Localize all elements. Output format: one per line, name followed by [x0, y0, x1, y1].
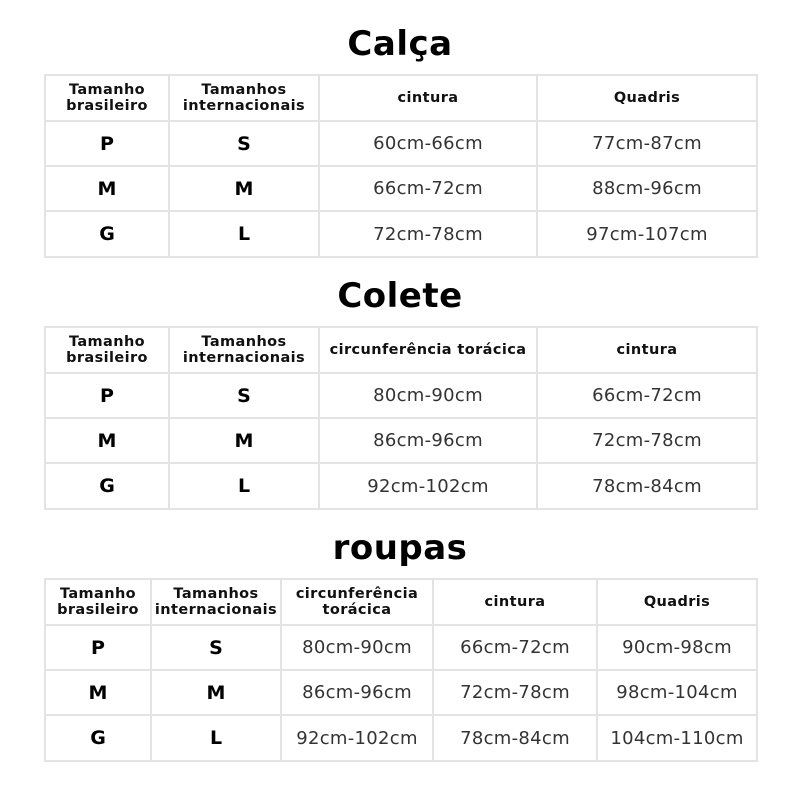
size-intl-cell: S — [169, 121, 319, 166]
size-intl-cell: L — [169, 211, 319, 257]
size-br-cell: G — [45, 463, 169, 509]
measure-cell: 78cm-84cm — [537, 463, 757, 509]
table-row — [45, 211, 757, 257]
size-intl-cell: M — [169, 418, 319, 463]
size-br-cell: M — [45, 670, 151, 715]
measure-cell: 86cm-96cm — [319, 418, 537, 463]
size-br-cell: P — [45, 121, 169, 166]
table-header-row — [45, 75, 757, 121]
measure-cell: 92cm-102cm — [281, 715, 433, 761]
measure-cell: 80cm-90cm — [319, 373, 537, 418]
measure-cell: 97cm-107cm — [537, 211, 757, 257]
header-cell: cintura — [319, 75, 537, 121]
measure-cell: 88cm-96cm — [537, 166, 757, 211]
measure-cell: 77cm-87cm — [537, 121, 757, 166]
size-br-cell: P — [45, 373, 169, 418]
table-row — [45, 121, 757, 166]
header-cell: circunferência torácica — [319, 327, 537, 373]
size-intl-cell: S — [151, 625, 281, 670]
size-br-cell: P — [45, 625, 151, 670]
size-br-cell: M — [45, 418, 169, 463]
measure-cell: 66cm-72cm — [319, 166, 537, 211]
measure-cell: 72cm-78cm — [537, 418, 757, 463]
measure-cell: 72cm-78cm — [433, 670, 597, 715]
size-br-cell: M — [45, 166, 169, 211]
header-cell: Quadris — [597, 579, 757, 625]
table-header-row — [45, 579, 757, 625]
size-br-cell: G — [45, 715, 151, 761]
header-cell: Tamanho brasileiro — [45, 327, 169, 373]
size-intl-cell: L — [151, 715, 281, 761]
size-intl-cell: M — [169, 166, 319, 211]
measure-cell: 66cm-72cm — [537, 373, 757, 418]
calca-title: Calça — [347, 24, 453, 64]
measure-cell: 66cm-72cm — [433, 625, 597, 670]
table-row — [45, 373, 757, 418]
header-cell: Quadris — [537, 75, 757, 121]
header-cell: cintura — [537, 327, 757, 373]
measure-cell: 90cm-98cm — [597, 625, 757, 670]
roupas-size-table — [44, 578, 758, 762]
table-row — [45, 625, 757, 670]
size-intl-cell: L — [169, 463, 319, 509]
measure-cell: 78cm-84cm — [433, 715, 597, 761]
roupas-title: roupas — [332, 528, 468, 568]
table-row — [45, 418, 757, 463]
header-cell: Tamanhos internacionais — [151, 579, 281, 625]
measure-cell: 104cm-110cm — [597, 715, 757, 761]
header-cell: cintura — [433, 579, 597, 625]
calca-size-table — [44, 74, 758, 258]
table-row — [45, 463, 757, 509]
measure-cell: 72cm-78cm — [319, 211, 537, 257]
header-cell: Tamanhos internacionais — [169, 327, 319, 373]
header-cell: Tamanhos internacionais — [169, 75, 319, 121]
measure-cell: 80cm-90cm — [281, 625, 433, 670]
size-intl-cell: S — [169, 373, 319, 418]
measure-cell: 86cm-96cm — [281, 670, 433, 715]
header-cell: Tamanho brasileiro — [45, 75, 169, 121]
colete-title: Colete — [337, 276, 463, 316]
colete-size-table — [44, 326, 758, 510]
size-br-cell: G — [45, 211, 169, 257]
size-intl-cell: M — [151, 670, 281, 715]
table-header-row — [45, 327, 757, 373]
table-row — [45, 670, 757, 715]
table-row — [45, 166, 757, 211]
table-row — [45, 715, 757, 761]
measure-cell: 92cm-102cm — [319, 463, 537, 509]
header-cell: Tamanho brasileiro — [45, 579, 151, 625]
measure-cell: 98cm-104cm — [597, 670, 757, 715]
header-cell: circunferência torácica — [281, 579, 433, 625]
measure-cell: 60cm-66cm — [319, 121, 537, 166]
